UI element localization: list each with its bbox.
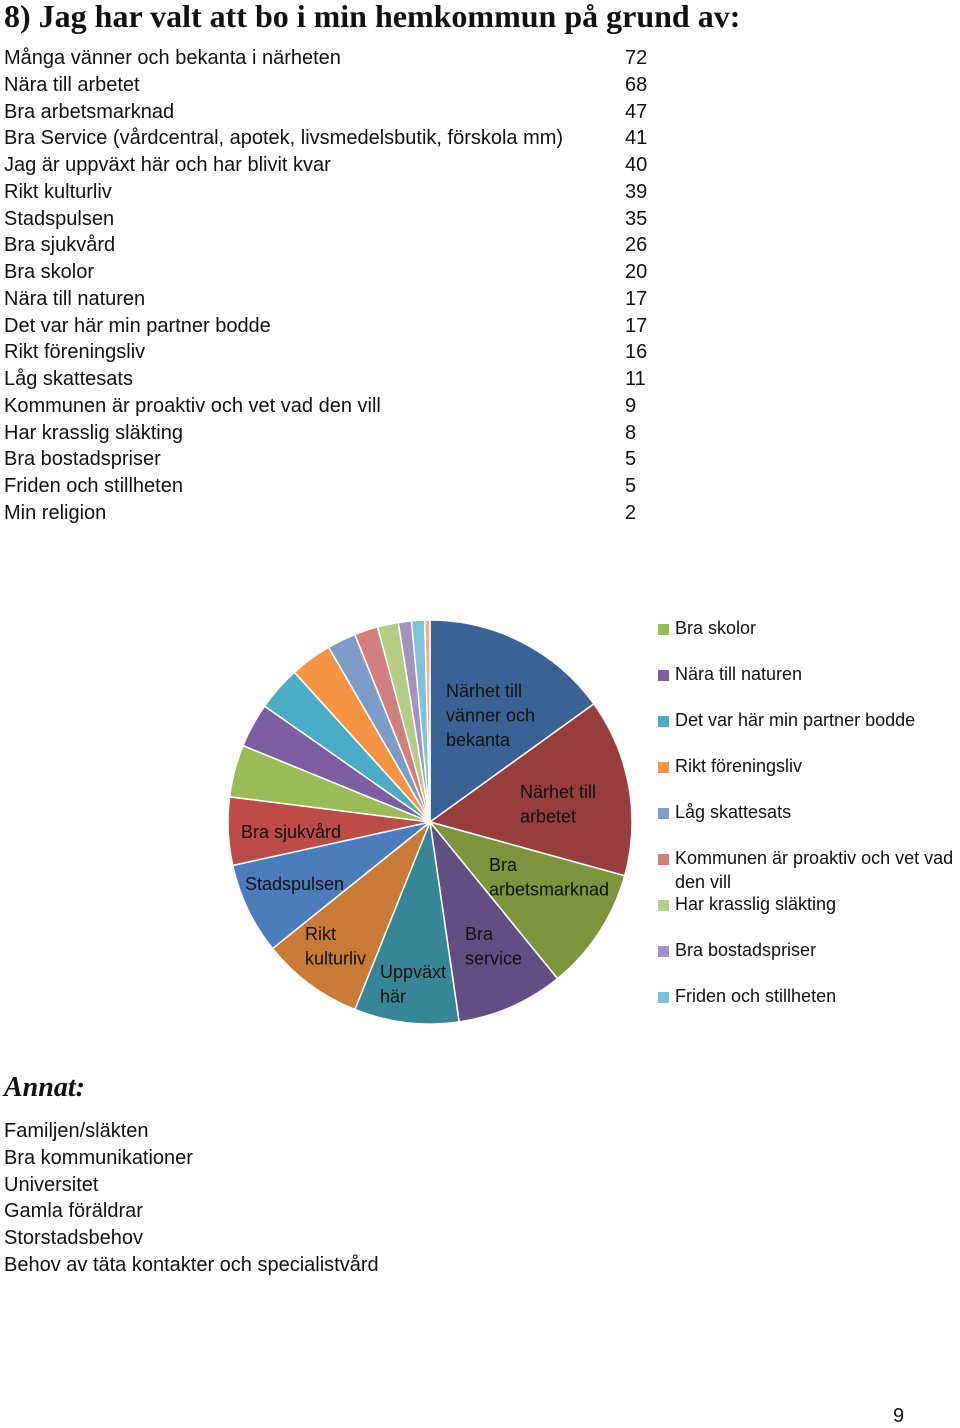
other-reason: Gamla föräldrar: [4, 1200, 143, 1223]
other-reason: Bra kommunikationer: [4, 1146, 193, 1169]
reason-row: [4, 473, 664, 500]
reason-count: 40: [625, 154, 648, 176]
pie-slice-label: Stadspulsen: [245, 874, 345, 894]
pie-slice-label: Närhet till arbetet: [520, 782, 597, 827]
reason-label: Låg skattesats: [4, 368, 133, 390]
reason-row: [4, 286, 664, 313]
reason-row: [4, 125, 664, 152]
legend-label: Har krasslig släkting: [675, 894, 837, 914]
pie-slice-label: Bra arbetsmarknad: [489, 855, 610, 900]
reason-label: Bra bostadspriser: [4, 448, 161, 471]
reason-count: 2: [625, 501, 637, 524]
reasons-list: [4, 45, 664, 527]
page-number: 9: [893, 1405, 905, 1427]
reason-row: [4, 179, 664, 206]
reason-count: 17: [625, 314, 648, 337]
legend-label: Friden och stillheten: [675, 986, 837, 1006]
reason-label: Har krasslig släkting: [4, 421, 183, 444]
reason-row: [4, 313, 664, 340]
reason-row: [4, 500, 664, 527]
reason-label: Det var här min partner bodde: [4, 314, 271, 337]
legend-label: Det var här min partner bodde: [675, 710, 916, 730]
pie-slice-label: Rikt kulturliv: [305, 924, 367, 969]
reason-count: 72: [625, 47, 648, 69]
other-heading: Annat:: [4, 1072, 85, 1103]
reason-row: [4, 393, 664, 420]
reason-count: 9: [625, 394, 637, 417]
legend-item: [658, 800, 960, 824]
reason-count: 11: [625, 368, 646, 390]
legend-label: Låg skattesats: [675, 802, 792, 822]
reason-label: Min religion: [4, 501, 107, 524]
reason-count: 5: [625, 475, 637, 497]
legend-item: [658, 754, 960, 778]
reason-label: Rikt föreningsliv: [4, 341, 146, 364]
other-reason: Familjen/släkten: [4, 1120, 149, 1142]
reason-row: [4, 259, 664, 286]
legend-item: [658, 892, 960, 916]
legend-swatch: [658, 670, 669, 681]
reason-label: Friden och stillheten: [4, 475, 183, 497]
reason-count: 47: [625, 100, 648, 123]
legend-swatch: [658, 762, 669, 773]
other-reason: Behov av täta kontakter och specialistvård: [4, 1253, 379, 1276]
other-reasons-list: [4, 1118, 379, 1279]
reason-count: 35: [625, 207, 648, 230]
legend-swatch: [658, 900, 669, 911]
reason-row: [4, 206, 664, 233]
reason-label: Nära till naturen: [4, 287, 146, 310]
legend-label: Kommunen är proaktiv och vet vad den vill: [675, 848, 954, 892]
legend-item: [658, 708, 960, 732]
legend-item: [658, 662, 960, 686]
reason-row: [4, 152, 664, 179]
legend-item: [658, 938, 960, 962]
reason-label: Bra arbetsmarknad: [4, 100, 175, 123]
legend-swatch: [658, 624, 669, 635]
legend-item: [658, 616, 960, 640]
legend-label: Bra skolor: [675, 618, 757, 638]
legend-swatch: [658, 854, 669, 865]
reason-label: Många vänner och bekanta i närheten: [4, 47, 341, 69]
legend-item: [658, 984, 960, 1008]
legend-swatch: [658, 946, 669, 957]
legend-label: Nära till naturen: [675, 664, 803, 684]
page-heading: 8) Jag har valt att bo i min hemkommun på grund av:: [4, 0, 741, 34]
reason-count: 39: [625, 180, 648, 203]
legend-swatch: [658, 716, 669, 727]
pie-slice-label: Bra sjukvård: [241, 822, 342, 842]
reason-label: Stadspulsen: [4, 207, 115, 230]
reason-row: [4, 72, 664, 99]
legend-swatch: [658, 808, 669, 819]
reason-count: 41: [625, 127, 648, 150]
reason-row: [4, 232, 664, 259]
reason-count: 5: [625, 448, 637, 471]
legend-label: Rikt föreningsliv: [675, 756, 803, 776]
other-reason: Storstadsbehov: [4, 1227, 143, 1249]
reason-count: 68: [625, 73, 648, 96]
reason-row: [4, 366, 664, 393]
reason-row: [4, 339, 664, 366]
pie-slice-label: Bra service: [465, 924, 523, 969]
legend-label: Bra bostadspriser: [675, 940, 817, 960]
legend-swatch: [658, 992, 669, 1003]
pie-slice-label: Närhet till vänner och bekanta: [446, 681, 536, 750]
reason-row: [4, 420, 664, 447]
reason-count: 8: [625, 421, 637, 444]
other-reason: Universitet: [4, 1173, 99, 1196]
reason-count: 16: [625, 341, 648, 364]
reason-count: 17: [625, 287, 648, 310]
reason-label: Jag är uppväxt här och har blivit kvar: [4, 154, 331, 176]
reason-count: 26: [625, 234, 648, 257]
reason-label: Rikt kulturliv: [4, 180, 112, 203]
pie-slice-label: Uppväxt här: [380, 962, 447, 1007]
reason-row: [4, 446, 664, 473]
reason-label: Kommunen är proaktiv och vet vad den vill: [4, 394, 381, 417]
reason-label: Nära till arbetet: [4, 73, 140, 96]
legend-item: [658, 846, 960, 894]
reason-label: Bra skolor: [4, 261, 95, 283]
reason-label: Bra sjukvård: [4, 234, 116, 257]
reason-row: [4, 99, 664, 126]
reason-count: 20: [625, 261, 648, 283]
reason-row: [4, 45, 664, 72]
reason-label: Bra Service (vårdcentral, apotek, livsmedelsbutik, förskola mm): [4, 127, 564, 150]
